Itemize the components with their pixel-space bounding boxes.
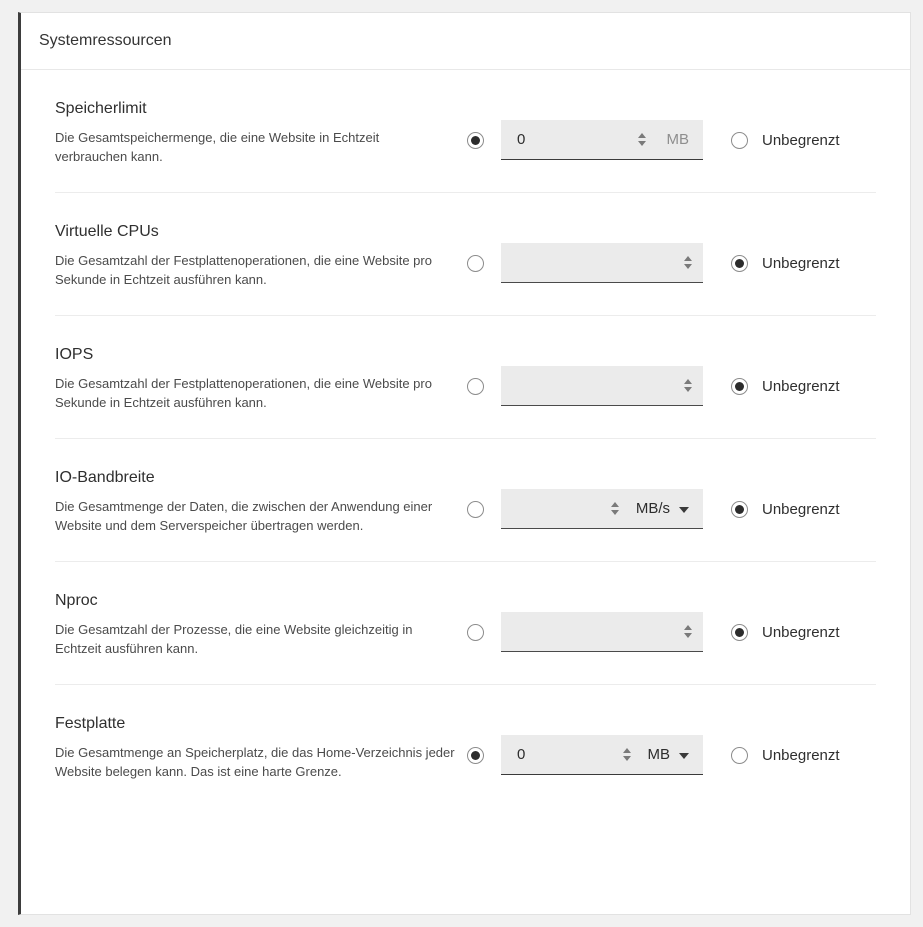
resource-title: Festplatte (55, 715, 126, 732)
value-field[interactable] (501, 366, 703, 406)
resource-row-text (55, 344, 467, 412)
unlimited-label: Unbegrenzt (762, 377, 840, 395)
value-radio[interactable] (467, 501, 484, 518)
resource-row-controls (467, 467, 876, 529)
value-input[interactable] (501, 612, 679, 651)
resource-description: Die Gesamtzahl der Festplattenoperationen, die eine Website pro Sekunde in Echtzeit ausführen kann. (55, 376, 432, 410)
value-input[interactable] (501, 243, 679, 282)
value-field[interactable] (501, 735, 703, 775)
resource-row-controls (467, 590, 876, 652)
unlimited-option[interactable] (731, 624, 840, 641)
unlimited-radio[interactable] (731, 378, 748, 395)
resource-description: Die Gesamtzahl der Festplattenoperationen, die eine Website pro Sekunde in Echtzeit ausführen kann. (55, 253, 432, 287)
stepper-icon[interactable] (606, 502, 624, 515)
chevron-down-icon (679, 753, 689, 759)
resource-row-controls (467, 713, 876, 775)
unit-select[interactable] (630, 500, 703, 517)
resource-title: Speicherlimit (55, 100, 147, 117)
resource-row-text (55, 221, 467, 289)
value-input[interactable] (501, 735, 618, 774)
panel-header (21, 13, 910, 70)
stepper-icon[interactable] (679, 379, 697, 392)
resource-row-text (55, 467, 467, 535)
resource-row-controls (467, 221, 876, 283)
resource-description: Die Gesamtzahl der Prozesse, die eine Website gleichzeitig in Echtzeit ausführen kann. (55, 622, 413, 656)
unlimited-option[interactable] (731, 378, 840, 395)
resource-row (55, 562, 876, 685)
resource-title: Nproc (55, 592, 98, 609)
stepper-icon[interactable] (679, 256, 697, 269)
resource-row (55, 70, 876, 193)
resource-row-controls (467, 344, 876, 406)
unit-label: MB (666, 131, 689, 148)
value-input[interactable] (501, 366, 679, 405)
unlimited-label: Unbegrenzt (762, 746, 840, 764)
stepper-icon[interactable] (633, 133, 651, 146)
value-radio[interactable] (467, 747, 484, 764)
value-radio[interactable] (467, 378, 484, 395)
unlimited-radio[interactable] (731, 747, 748, 764)
resource-title: IOPS (55, 346, 94, 363)
resource-row (55, 685, 876, 807)
resource-description: Die Gesamtspeichermenge, die eine Website in Echtzeit verbrauchen kann. (55, 130, 380, 164)
resource-row-text (55, 590, 467, 658)
value-field[interactable] (501, 489, 703, 529)
unlimited-option[interactable] (731, 501, 840, 518)
unlimited-label: Unbegrenzt (762, 623, 840, 641)
unit-select-value: MB (647, 746, 670, 763)
resource-description: Die Gesamtmenge an Speicherplatz, die das Home-Verzeichnis jeder Website belegen kann. Das ist eine harte Grenze. (55, 745, 455, 779)
unlimited-label: Unbegrenzt (762, 131, 840, 149)
unlimited-option[interactable] (731, 747, 840, 764)
resource-row (55, 439, 876, 562)
value-field[interactable] (501, 120, 703, 160)
stepper-icon[interactable] (679, 625, 697, 638)
value-field[interactable] (501, 612, 703, 652)
chevron-down-icon (679, 507, 689, 513)
system-resources-panel (18, 12, 911, 915)
unlimited-radio[interactable] (731, 624, 748, 641)
resource-row (55, 193, 876, 316)
resource-description: Die Gesamtmenge der Daten, die zwischen der Anwendung einer Website und dem Serverspeicher übertragen werden. (55, 499, 433, 533)
unlimited-radio[interactable] (731, 501, 748, 518)
unlimited-radio[interactable] (731, 132, 748, 149)
unlimited-label: Unbegrenzt (762, 500, 840, 518)
value-radio[interactable] (467, 255, 484, 272)
unlimited-radio[interactable] (731, 255, 748, 272)
resource-row-text (55, 98, 467, 166)
unit-select-value: MB/s (635, 500, 670, 517)
panel-body (21, 70, 910, 807)
value-input[interactable] (501, 120, 633, 159)
value-field[interactable] (501, 243, 703, 283)
value-input[interactable] (501, 489, 606, 528)
unlimited-label: Unbegrenzt (762, 254, 840, 272)
resource-row-text (55, 713, 467, 781)
unit-select[interactable] (642, 746, 704, 763)
resource-row (55, 316, 876, 439)
page-title: Systemressourcen (39, 32, 172, 49)
unlimited-option[interactable] (731, 255, 840, 272)
resource-title: Virtuelle CPUs (55, 223, 159, 240)
resource-row-controls (467, 98, 876, 160)
resource-title: IO-Bandbreite (55, 469, 155, 486)
value-radio[interactable] (467, 132, 484, 149)
stepper-icon[interactable] (618, 748, 636, 761)
unlimited-option[interactable] (731, 132, 840, 149)
value-radio[interactable] (467, 624, 484, 641)
